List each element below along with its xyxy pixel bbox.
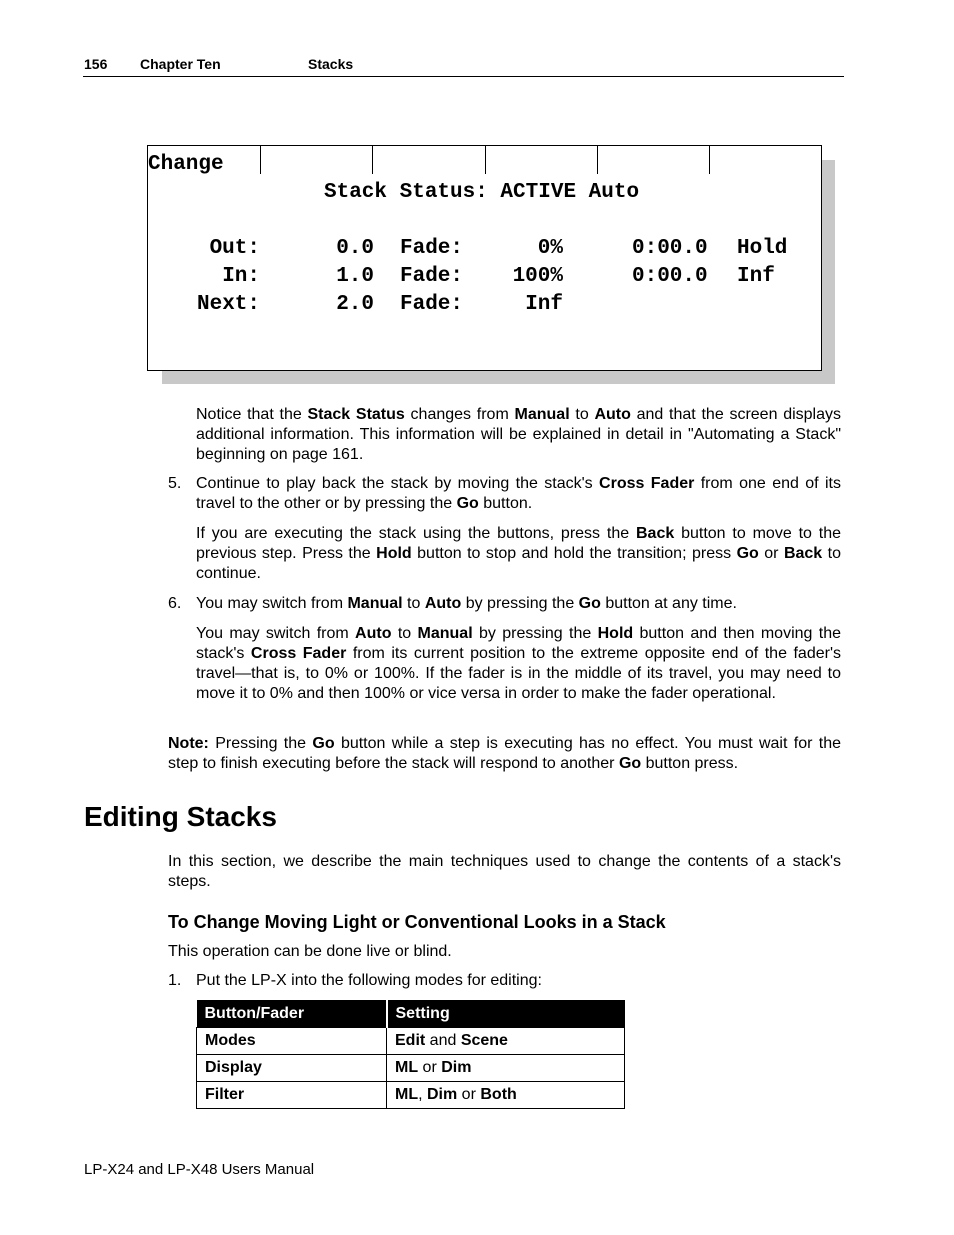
subsection-heading: To Change Moving Light or Conventional Looks in a Stack [168, 912, 666, 932]
header-rule [83, 76, 844, 77]
softkey-divider [485, 146, 486, 174]
step-number: 6. [168, 595, 182, 612]
softkey-divider [372, 146, 373, 174]
row-label-out: Out: [209, 237, 260, 260]
table-row [197, 1055, 625, 1082]
paragraph-auto-to-manual: You may switch from Auto to Manual by pressing the Hold button and then moving the stack's Cross Fader from its current position to the extreme opposite end of the fader's travel—that is, to 0% or 100%. If the fader is in the middle of its travel, you may need to move it to 0% and then 100% or vice versa in order to make the fader operational. [196, 625, 842, 702]
row-label-in: In: [222, 265, 260, 288]
subsection-intro: This operation can be done live or blind. [168, 943, 452, 960]
table-cell: Filter [197, 1082, 387, 1109]
stack-status-line: Stack Status: ACTIVE Auto [324, 181, 640, 204]
table-header-cell: Button/Fader [197, 1000, 387, 1028]
section-heading: Editing Stacks [84, 801, 277, 832]
step-number: 5. [168, 475, 182, 492]
step-6-text: You may switch from Manual to Auto by pressing the Go button at any time. [196, 595, 737, 612]
chapter-label: Chapter Ten [140, 56, 221, 72]
softkey-divider [709, 146, 710, 174]
note-paragraph: Note: Pressing the Go button while a step is executing has no effect. You must wait for the step to finish executing before the stack will respond to another Go button press. [168, 735, 842, 772]
page-number: 156 [84, 56, 108, 72]
row-fade-value: 100% [512, 265, 563, 288]
row-value-next: 2.0 [336, 293, 374, 316]
table-row [197, 1082, 625, 1109]
step-5-text: Continue to play back the stack by moving the stack's Cross Fader from one end of its travel to the other or by pressing the Go button. [196, 475, 841, 512]
section-intro: In this section, we describe the main techniques used to change the contents of a stack's steps. [168, 853, 841, 890]
paragraph-back-hold: If you are executing the stack using the buttons, press the Back button to move to the previous step. Press the Hold button to stop and hold the transition; press Go or Back to continue. [196, 525, 842, 582]
row-fade-value: 0% [537, 237, 563, 260]
row-value-in: 1.0 [336, 265, 374, 288]
row-time: 0:00.0 [632, 237, 708, 260]
footer-manual-title: LP-X24 and LP-X48 Users Manual [84, 1161, 315, 1178]
row-fade-value: Inf [525, 293, 563, 316]
row-state: Inf [737, 265, 775, 288]
row-label-next: Next: [196, 293, 260, 316]
row-value-out: 0.0 [336, 237, 374, 260]
row-state: Hold [737, 237, 788, 260]
table-cell: Display [197, 1055, 387, 1082]
paragraph-stack-status: Notice that the Stack Status changes from Manual to Auto and that the screen displays additional information. This information will be explained in detail in "Automating a Stack" beginning on page 161. [196, 406, 842, 463]
table-header-row [197, 1000, 625, 1028]
softkey-change: Change [148, 153, 224, 176]
lcd-screen [147, 145, 822, 371]
table-row [197, 1028, 625, 1055]
settings-table [196, 1000, 625, 1109]
step-1-text: Put the LP-X into the following modes for editing: [196, 972, 542, 989]
section-label: Stacks [308, 56, 354, 72]
row-time: 0:00.0 [632, 265, 708, 288]
table-cell: ML or Dim [387, 1055, 625, 1082]
table-header-cell: Setting [387, 1000, 625, 1028]
softkey-divider [260, 146, 261, 174]
step-number: 1. [168, 972, 182, 989]
table-cell: ML, Dim or Both [387, 1082, 625, 1109]
row-fade-label: Fade: [400, 237, 464, 260]
table-cell: Edit and Scene [387, 1028, 625, 1055]
row-fade-label: Fade: [400, 265, 464, 288]
table-cell: Modes [197, 1028, 387, 1055]
row-fade-label: Fade: [400, 293, 464, 316]
softkey-divider [597, 146, 598, 174]
